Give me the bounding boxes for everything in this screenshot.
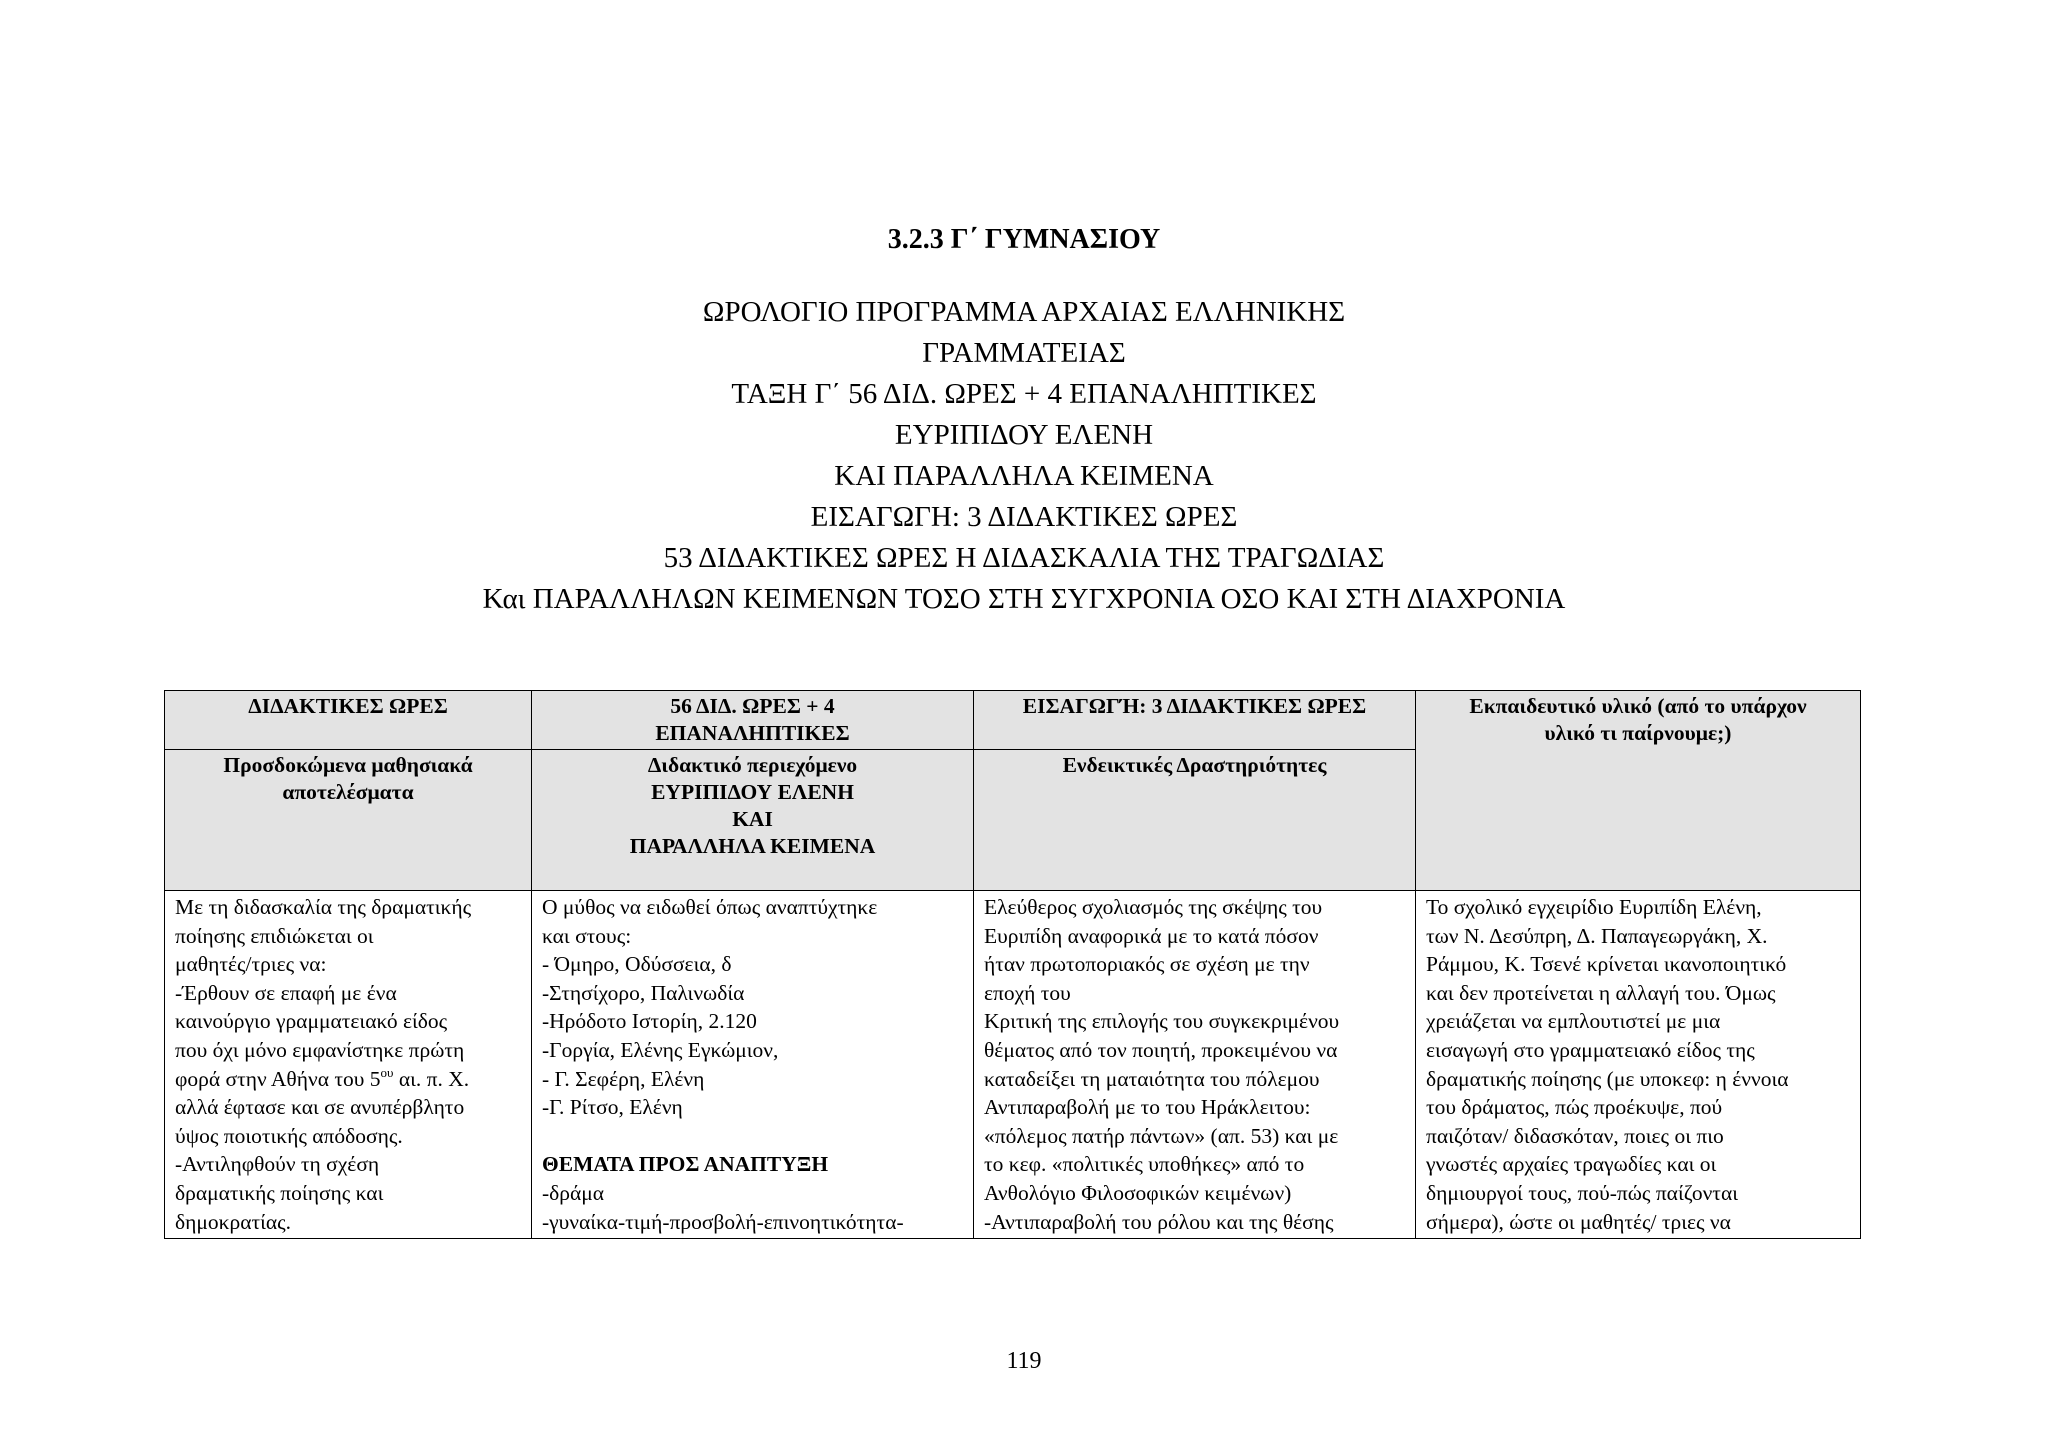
cell-line: Κριτική της επιλογής του συγκεκριμένου [984,1009,1340,1034]
cell-text: αι. π. Χ. [393,1066,470,1091]
header-text: ΠΑΡΑΛΛΗΛΑ ΚΕΙΜΕΝΑ [629,834,876,858]
header-text: υλικό τι παίρνουμε;) [1544,721,1732,745]
cell-line: δραματικής ποίησης και [175,1180,384,1205]
cell-line: Ο μύθος να ειδωθεί όπως αναπτύχτηκε [542,895,878,919]
cell-line: και δεν προτείνεται η αλλαγή του. Όμως [1426,980,1776,1005]
cell-line: ύψος ποιοτικής απόδοσης. [175,1123,403,1148]
header-text: Προσδοκώμενα μαθησιακά [223,753,473,777]
cell-line: που όχι μόνο εμφανίστηκε πρώτη [175,1037,465,1062]
cell-line: -γυναίκα-τιμή-προσβολή-επινοητικότητα- [542,1209,904,1234]
cell-line: -Αντιπαραβολή του ρόλου και της θέσης [984,1209,1334,1234]
header-introduction [974,691,1416,750]
cell-line: των Ν. Δεσύπρη, Δ. Παπαγεωργάκη, Χ. [1426,923,1768,948]
cell-line: Με τη διδασκαλία της δραματικής [175,895,472,919]
section-heading: 3.2.3 Γ΄ ΓΥΜΝΑΣΙΟΥ [887,224,1161,255]
cell-line: αλλά έφτασε και σε ανυπέρβλητο [175,1095,465,1120]
header-text: 56 ΔΙΔ. ΩΡΕΣ + 4 [670,694,835,718]
title-line: ΕΥΡΙΠΙΔΟΥ ΕΛΕΝΗ [894,419,1154,451]
header-text: ΔΙΔΑΚΤΙΚΕΣ ΩΡΕΣ [248,694,448,718]
header-text: Διδακτικό περιεχόμενο [647,753,858,777]
cell-line: μαθητές/τριες να: [175,952,327,977]
title-block [0,292,2048,620]
cell-line: - Όμηρο, Οδύσσεια, δ [542,952,732,977]
cell-line: -δράμα [542,1180,605,1205]
cell-line: θέματος από τον ποιητή, προκειμένου να [984,1037,1338,1062]
cell-line: -Αντιληφθούν τη σχέση [175,1152,380,1177]
cell-line: χρειάζεται να εμπλουτιστεί με μια [1426,1009,1721,1034]
header-learning-outcomes [165,750,532,891]
page-number: 119 [1006,1348,1042,1374]
cell-line: Ανθολόγιο Φιλοσοφικών κειμένων) [984,1180,1292,1205]
cell-line: -Γ. Ρίτσο, Ελένη [542,1095,683,1120]
cell-line: το κεφ. «πολιτικές υποθήκες» από το [984,1152,1305,1177]
cell-line: Το σχολικό εγχειρίδιο Ευριπίδη Ελένη, [1426,895,1762,919]
cell-line: ήταν πρωτοποριακός σε σχέση με την [984,952,1310,977]
header-text: Ενδεικτικές Δραστηριότητες [1062,753,1327,777]
cell-text: φορά στην Αθήνα του 5 [175,1066,381,1091]
header-text: αποτελέσματα [282,780,414,804]
header-text: Εκπαιδευτικό υλικό (από το υπάρχον [1469,694,1807,718]
header-text: ΕΙΣΑΓΩΓΉ: 3 ΔΙΔΑΚΤΙΚΕΣ ΩΡΕΣ [1022,694,1367,718]
cell-line: -Έρθουν σε επαφή με ένα [175,980,397,1005]
cell-educational-material [1416,891,1861,1239]
blank-line [542,1122,963,1151]
cell-line: παιζόταν/ διδασκόταν, ποιες οι πιο [1426,1123,1724,1148]
table-header-row [165,691,1861,750]
title-line: ΕΙΣΑΓΩΓΗ: 3 ΔΙΔΑΚΤΙΚΕΣ ΩΡΕΣ [810,501,1238,533]
header-educational-material [1416,691,1861,891]
cell-line: δημοκρατίας. [175,1209,292,1234]
title-line: ΤΑΞΗ Γ΄ 56 ΔΙΔ. ΩΡΕΣ + 4 ΕΠΑΝΑΛΗΠΤΙΚΕΣ [731,378,1317,410]
cell-line: «πόλεμος πατήρ πάντων» (απ. 53) και με [984,1123,1339,1148]
cell-teaching-content [532,891,974,1239]
title-line: Και ΠΑΡΑΛΛΗΛΩΝ ΚΕΙΜΕΝΩΝ ΤΟΣΟ ΣΤΗ ΣΥΓΧΡΟΝΙΑ ΟΣΟ ΚΑΙ ΣΤΗ ΔΙΑΧΡΟΝΙΑ [482,583,1566,615]
header-text: ΚΑΙ [732,807,773,831]
cell-line: καταδείξει τη ματαιότητα του πόλεμου [984,1066,1320,1091]
cell-line: Ελεύθερος σχολιασμός της σκέψης του [984,895,1323,919]
table-row [165,891,1861,1239]
topics-heading: ΘΕΜΑΤΑ ΠΡΟΣ ΑΝΑΠΤΥΞΗ [542,1152,829,1177]
header-indicative-activities [974,750,1416,891]
cell-line: γνωστές αρχαίες τραγωδίες και οι [1426,1152,1717,1177]
cell-line: και στους: [542,923,632,948]
header-text: ΕΥΡΙΠΙΔΟΥ ΕΛΕΝΗ [651,780,854,804]
superscript: ου [380,1064,394,1080]
cell-line: του δράματος, πώς προέκυψε, πού [1426,1095,1723,1120]
cell-line: σήμερα), ώστε οι μαθητές/ τριες να [1426,1209,1731,1234]
cell-learning-outcomes [165,891,532,1239]
cell-line [175,1065,521,1094]
title-line: 53 ΔΙΔΑΚΤΙΚΕΣ ΩΡΕΣ Η ΔΙΔΑΣΚΑΛΙΑ ΤΗΣ ΤΡΑΓΩΔΙΑΣ [663,542,1385,574]
cell-line: -Γοργία, Ελένης Εγκώμιον, [542,1037,779,1062]
cell-line: -Ηρόδοτο Ιστορίη, 2.120 [542,1009,757,1034]
cell-line: Αντιπαραβολή με το του Ηράκλειτου: [984,1095,1311,1120]
cell-line: εισαγωγή στο γραμματειακό είδος της [1426,1037,1755,1062]
title-line: ΚΑΙ ΠΑΡΑΛΛΗΛΑ ΚΕΙΜΕΝΑ [834,460,1214,492]
cell-line: - Γ. Σεφέρη, Ελένη [542,1066,705,1091]
header-text: ΕΠΑΝΑΛΗΠΤΙΚΕΣ [655,721,850,745]
cell-line: εποχή του [984,980,1071,1005]
cell-line: Ευριπίδη αναφορικά με το κατά πόσον [984,923,1319,948]
header-hours-count [532,691,974,750]
cell-line: ποίησης επιδιώκεται οι [175,923,374,948]
curriculum-table [164,690,1861,1239]
cell-line: Ράμμου, Κ. Τσενέ κρίνεται ικανοποιητικό [1426,952,1787,977]
cell-line: δημιουργοί τους, πού-πώς παίζονται [1426,1180,1738,1205]
title-line: ΩΡΟΛΟΓΙΟ ΠΡΟΓΡΑΜΜΑ ΑΡΧΑΙΑΣ ΕΛΛΗΝΙΚΗΣ [702,296,1346,328]
cell-line: καινούργιο γραμματειακό είδος [175,1009,448,1034]
header-teaching-hours [165,691,532,750]
header-teaching-content [532,750,974,891]
cell-line: -Στησίχορο, Παλινωδία [542,980,745,1005]
title-line: ΓΡΑΜΜΑΤΕΙΑΣ [922,337,1126,369]
cell-indicative-activities [974,891,1416,1239]
cell-line: δραματικής ποίησης (με υποκεφ: η έννοια [1426,1066,1789,1091]
